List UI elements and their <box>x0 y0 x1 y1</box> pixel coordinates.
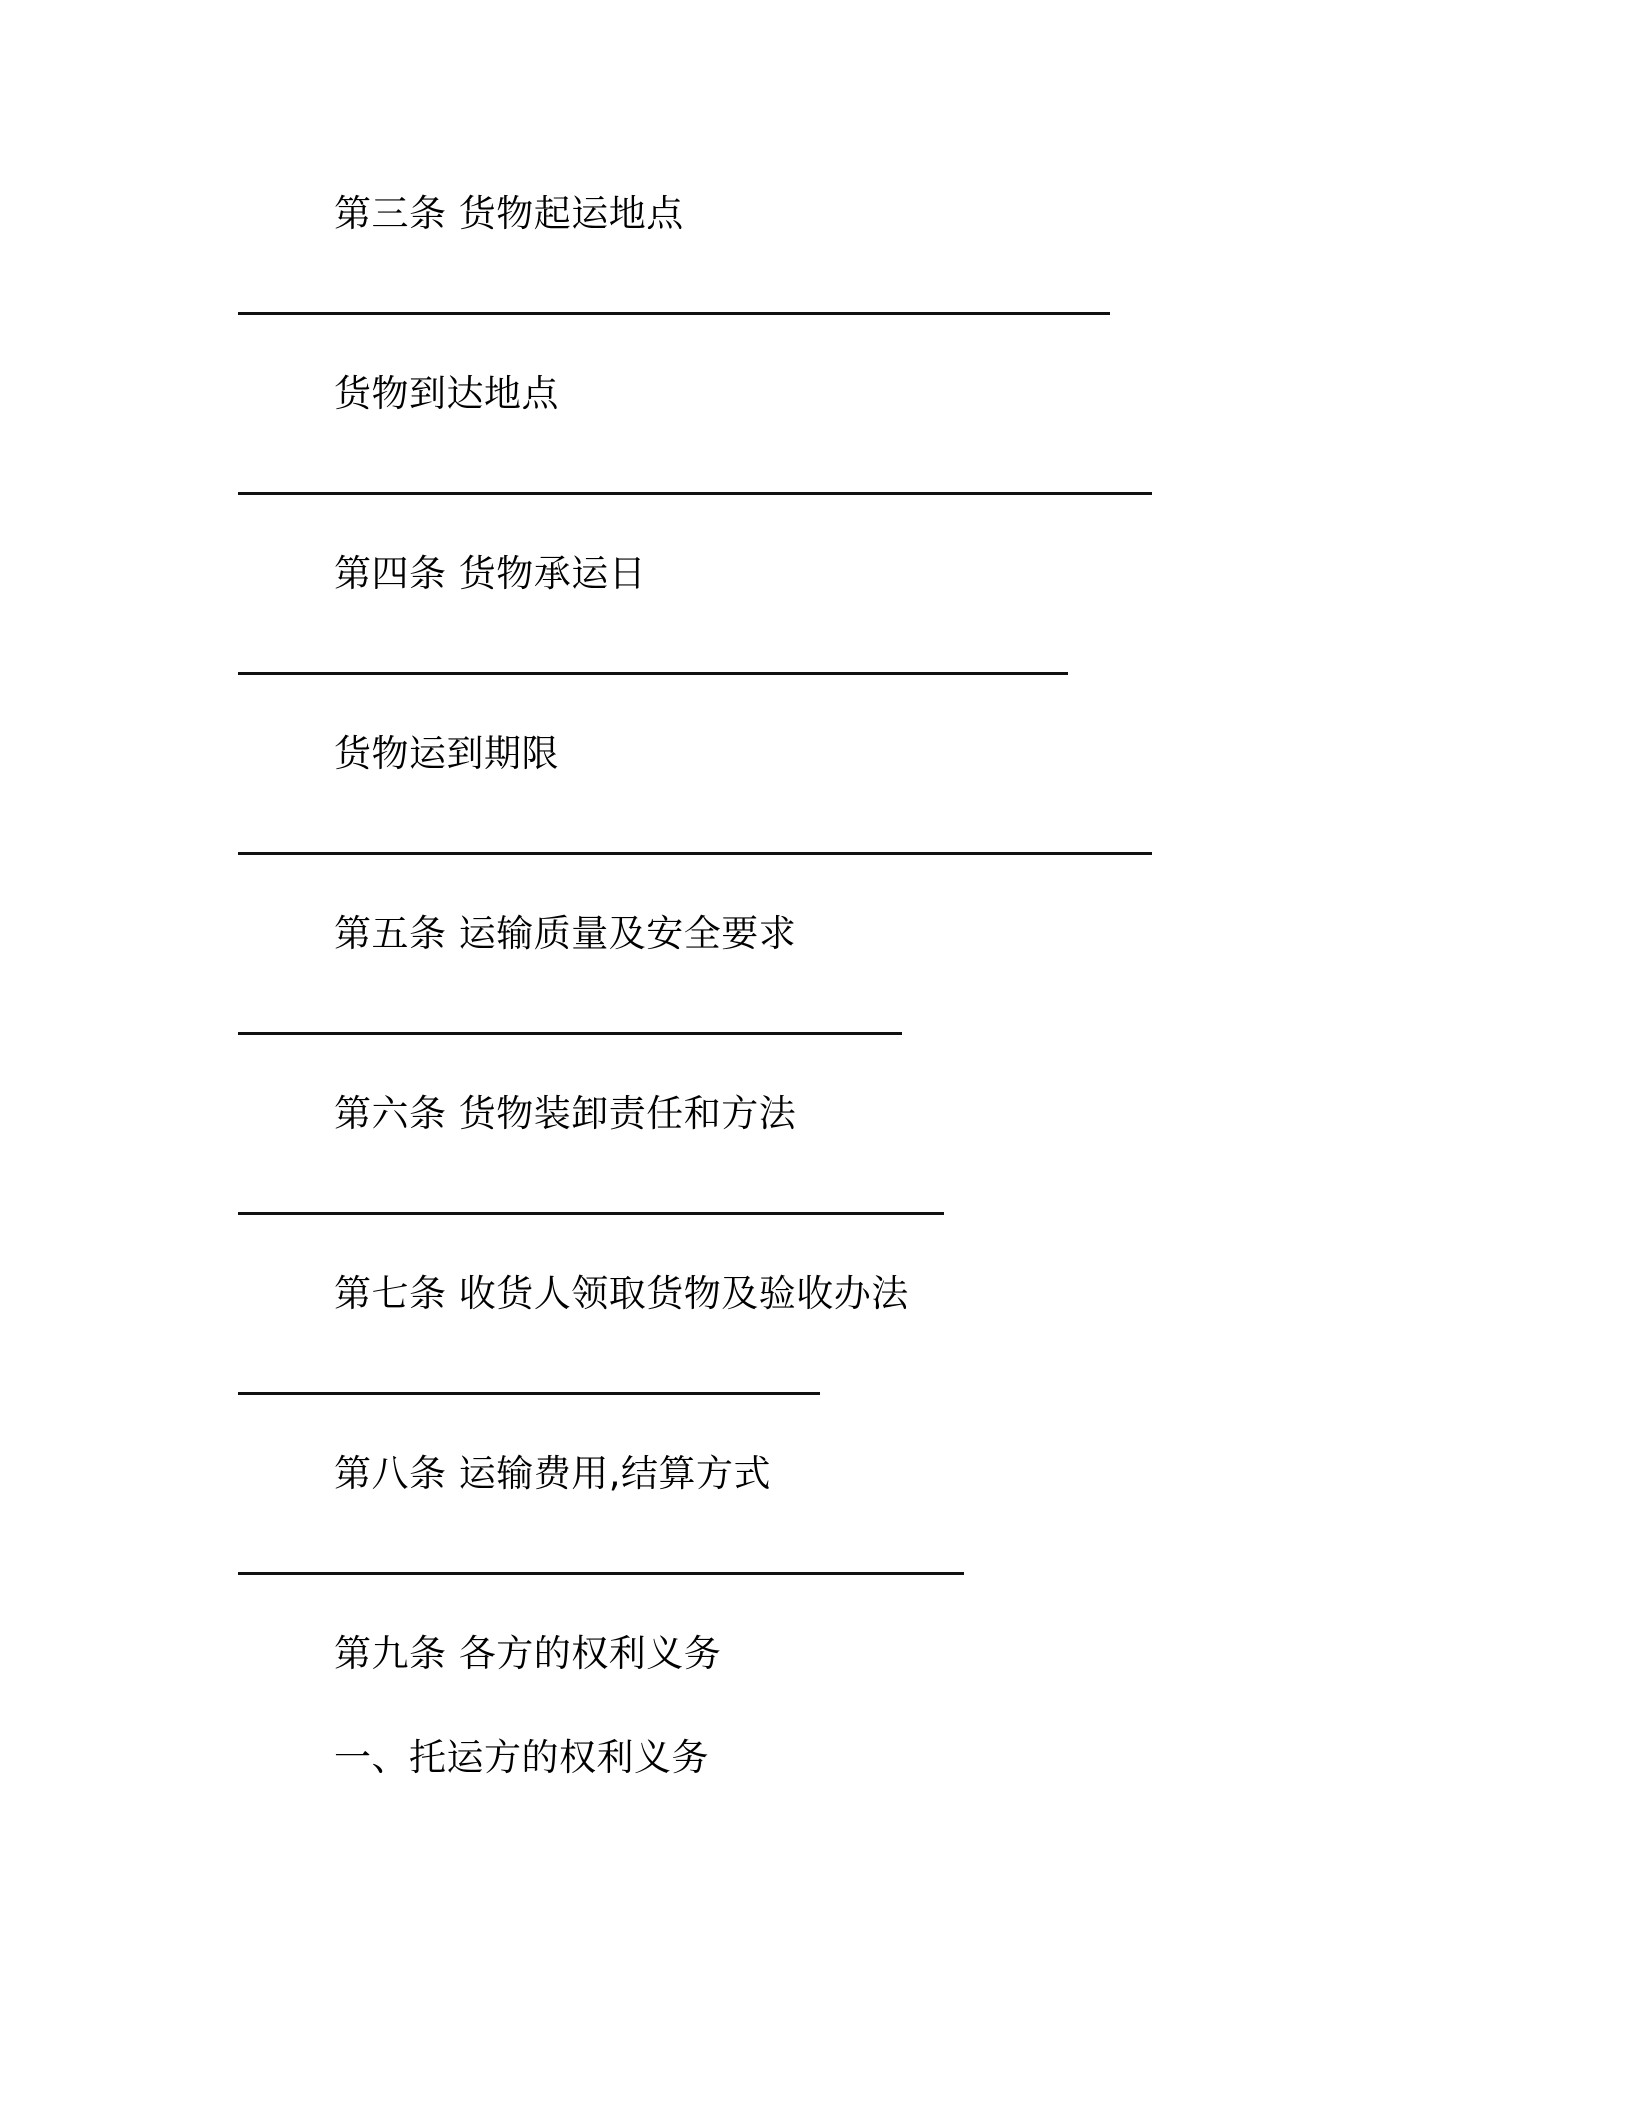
clause-8-heading: 第八条 运输费用,结算方式 <box>334 1452 772 1495</box>
fill-in-blank-line <box>238 1212 944 1215</box>
fill-in-blank-line <box>238 1572 964 1575</box>
clause-9-heading: 第九条 各方的权利义务 <box>334 1632 722 1675</box>
clause-4-heading: 第四条 货物承运日 <box>334 552 647 595</box>
fill-in-blank-line <box>238 492 1152 495</box>
consignor-rights-heading: 一、托运方的权利义务 <box>334 1736 709 1779</box>
fill-in-blank-line <box>238 852 1152 855</box>
delivery-deadline-heading: 货物运到期限 <box>334 732 559 775</box>
arrival-location-heading: 货物到达地点 <box>334 372 559 415</box>
clause-5-heading: 第五条 运输质量及安全要求 <box>334 912 797 955</box>
fill-in-blank-line <box>238 672 1068 675</box>
fill-in-blank-line <box>238 1032 902 1035</box>
clause-7-heading: 第七条 收货人领取货物及验收办法 <box>334 1272 909 1315</box>
clause-6-heading: 第六条 货物装卸责任和方法 <box>334 1092 797 1135</box>
clause-3-heading: 第三条 货物起运地点 <box>334 192 684 235</box>
fill-in-blank-line <box>238 1392 820 1395</box>
fill-in-blank-line <box>238 312 1110 315</box>
